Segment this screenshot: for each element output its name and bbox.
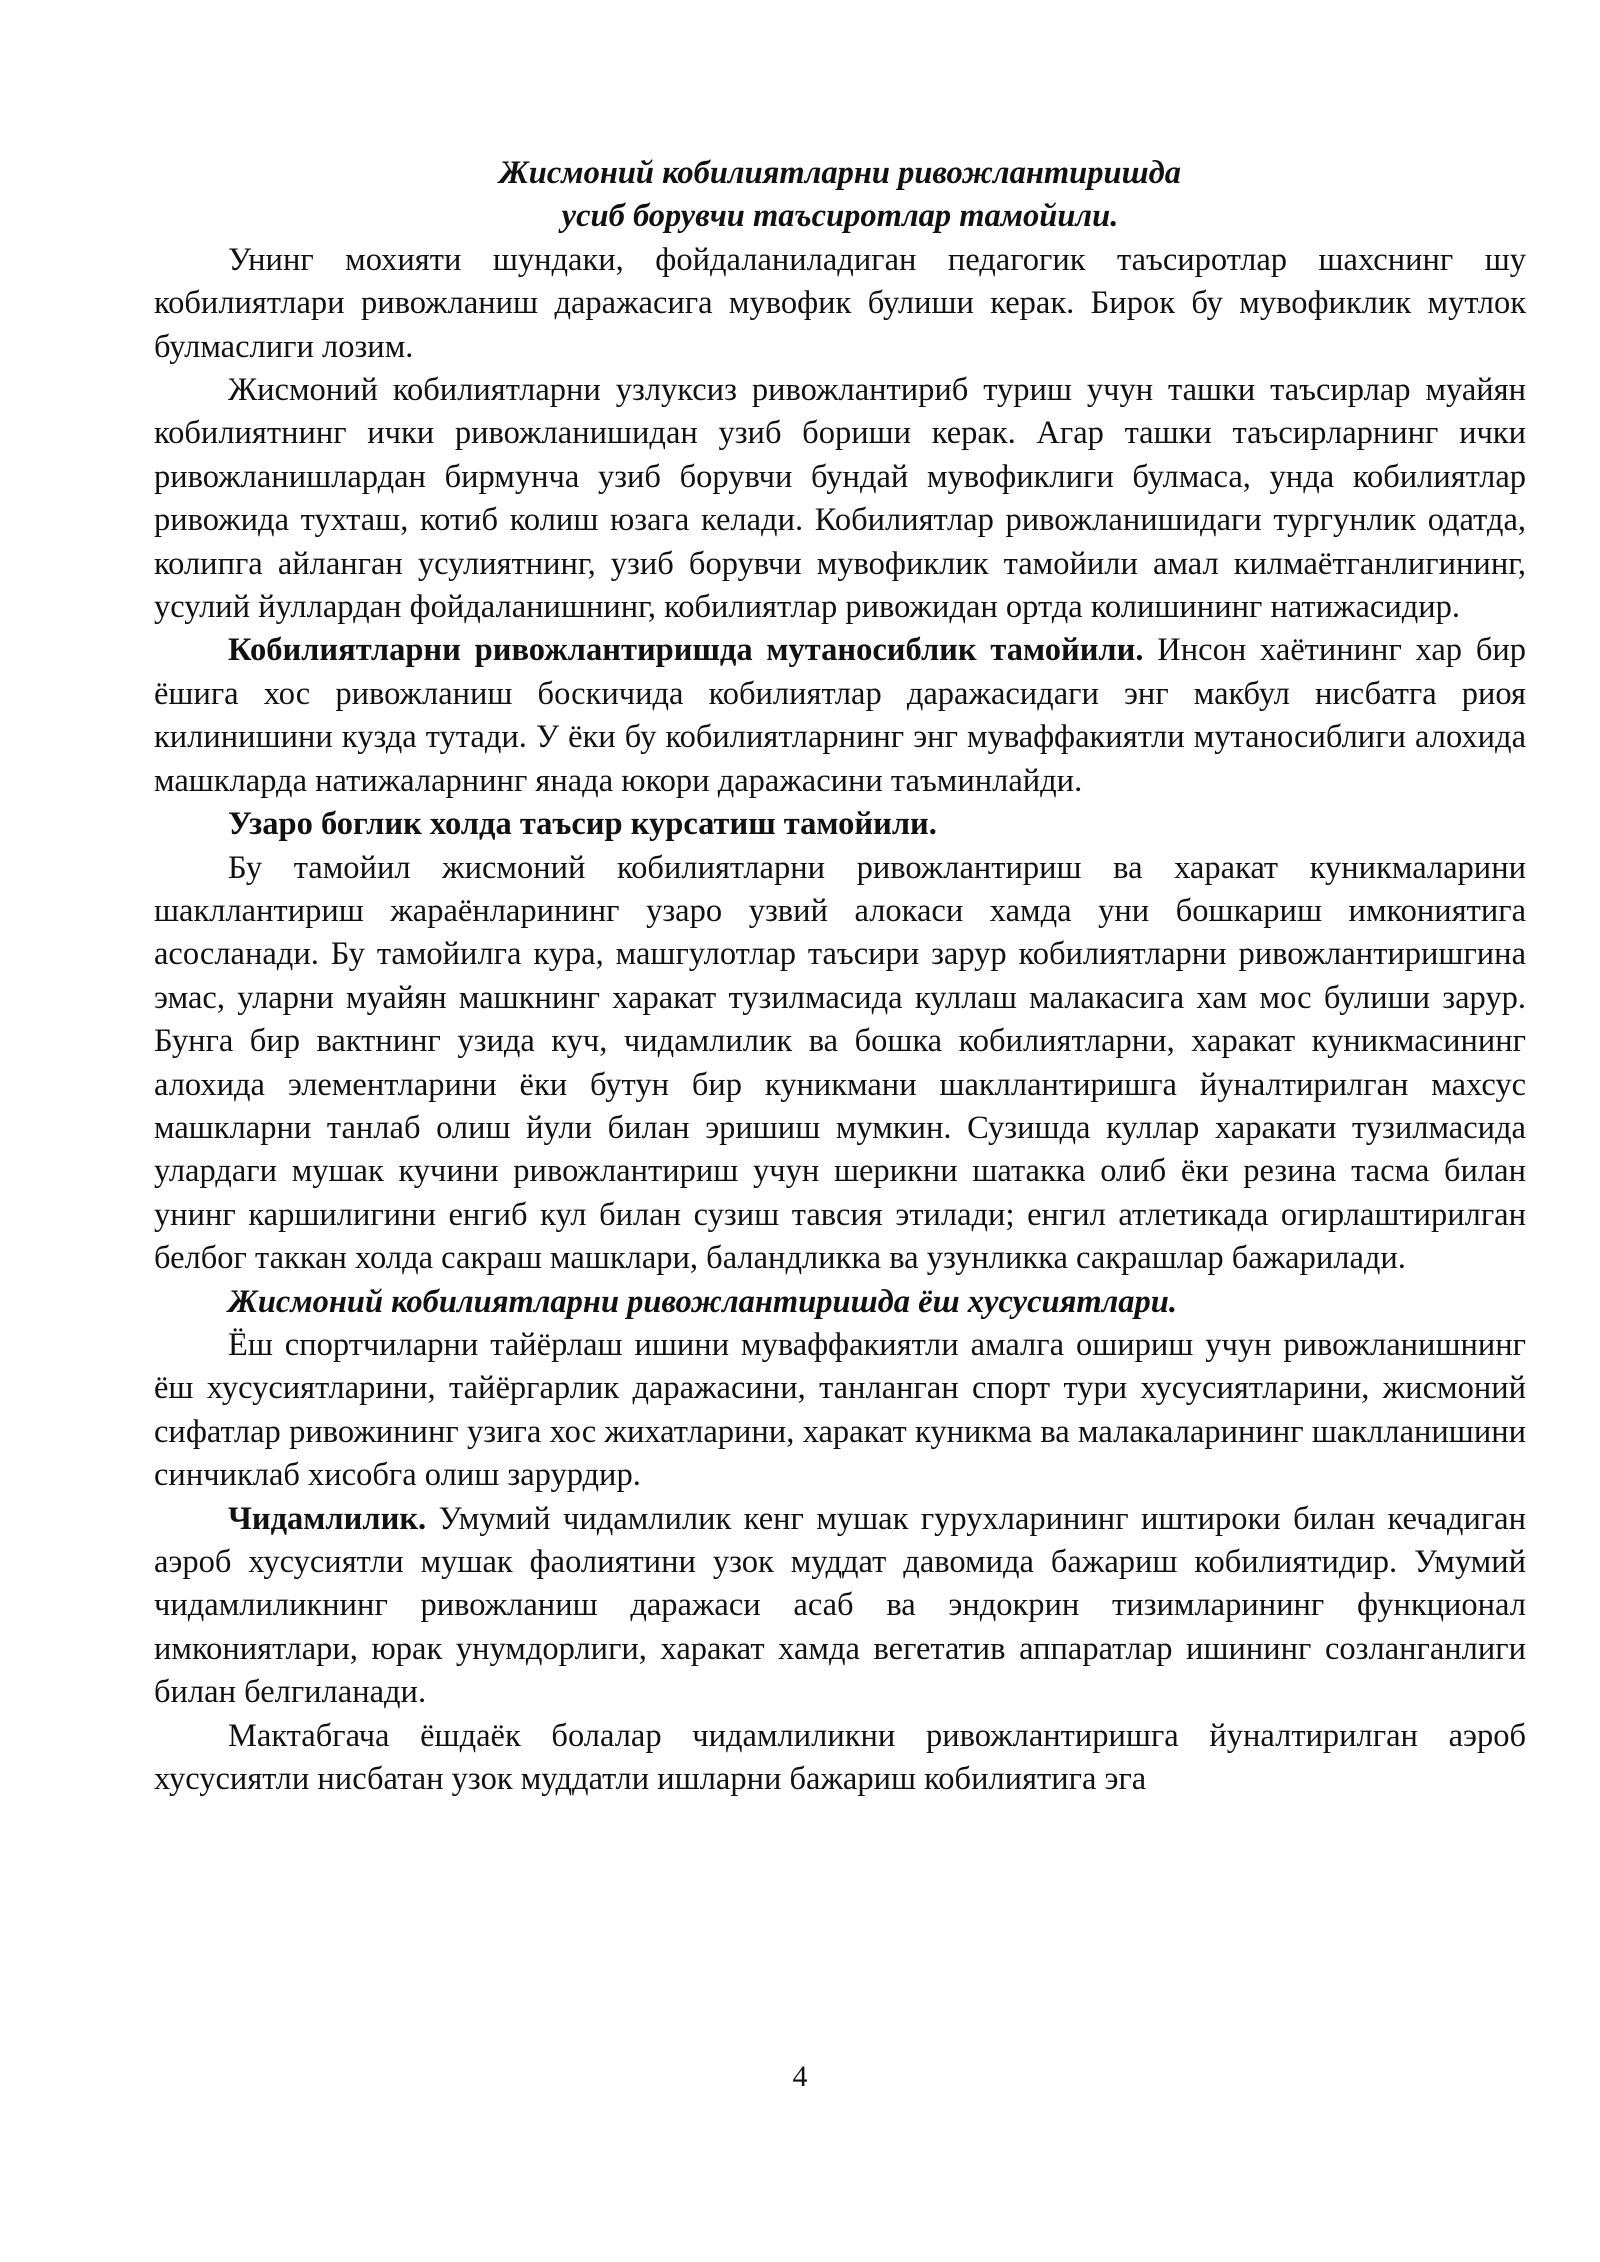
- paragraph-2: Жисмоний кобилиятларни узлуксиз ривожлантириб туриш учун ташки таъсирлар муайян кобилиятнинг ички ривожланишидан узиб бориши керак. Агар ташки таъсирларнинг ички ривожланишлардан бирмунча узиб борувчи бундай мувофиклиги булмаса, унда кобилиятлар ривожида тухташ, котиб колиш юзага келади. Кобилиятлар ривожланишидаги тургунлик одатда, колипга айланган усулиятнинг, узиб борувчи мувофиклик тамойили амал килмаётганлигининг, усулий йуллардан фойдаланишнинг, кобилиятлар ривожидан ортда колишининг натижасидир.: [154, 372, 1526, 626]
- endurance-heading: Чидамлилик.: [228, 1500, 427, 1537]
- proportionality-principle-heading: Кобилиятларни ривожлантиришда мутаносиблик тамойили.: [228, 632, 1144, 669]
- interconnected-influence-heading: Узаро боглик холда таъсир курсатиш тамойили.: [228, 806, 937, 843]
- paragraph-3: [154, 629, 1526, 803]
- paragraph-8: [154, 1498, 1526, 1715]
- section-title-line-2: усиб борувчи таъсиротлар тамойили.: [561, 198, 1119, 235]
- paragraph-1: Унинг мохияти шундаки, фойдаланиладиган педагогик таъсиротлар шахснинг шу кобилиятлари ривожланиш даражасига мувофик булиши керак. Бирок бу мувофиклик мутлок булмаслиги лозим.: [154, 241, 1526, 365]
- paragraph-5: Бу тамойил жисмоний кобилиятларни ривожлантириш ва харакат куникмаларини шакллантириш жараёнларининг узаро узвий алокаси хамда уни бошкариш имкониятига асосланади. Бу тамойилга кура, машгулотлар таъсири зарур кобилиятларни ривожлантиришгина эмас, уларни муайян машкнинг харакат тузилмасида куллаш малакасига хам мос булиши зарур. Бунга бир вактнинг узида куч, чидамлилик ва бошка кобилиятларни, харакат куникмасининг алохида элементларини ёки бутун бир куникмани шакллантиришга йуналтирилган махсус машкларни танлаб олиш йули билан эришиш мумкин. Сузишда куллар харакати тузилмасида улардаги мушак кучини ривожлантириш учун шерикни шатакка олиб ёки резина тасма билан унинг каршилигини енгиб кул билан сузиш тавсия этилади; енгил атлетикада огирлаштирилган белбог таккан холда сакраш машклари, баландликка ва узунликка сакрашлар бажарилади.: [154, 849, 1526, 1277]
- paragraph-3-text: Инсон хаётининг хар бир ёшига хос ривожланиш боскичида кобилиятлар даражасидаги энг макбул нисбатга риоя килинишини кузда тутади. У ёки бу кобилиятларнинг энг муваффакиятли мутаносиблиги алохида машкларда натижаларнинг янада юкори даражасини таъминлайди.: [154, 632, 1527, 799]
- page-number: 4: [792, 2060, 808, 2093]
- age-features-heading: Жисмоний кобилиятларни ривожлантиришда ёш хусусиятлари.: [228, 1283, 1177, 1320]
- paragraph-8-text: Умумий чидамлилик кенг мушак гурухларининг иштироки билан кечадиган аэроб хусусиятли мушак фаолиятини узок муддат давомида бажариш кобилиятидир. Умумий чидамлиликнинг ривожланиш даражаси асаб ва эндокрин тизимларининг функционал имкониятлари, юрак унумдорлиги, харакат хамда вегетатив аппаратлар ишининг созланганлиги билан белгиланади.: [154, 1500, 1526, 1711]
- section-title: [154, 152, 1526, 239]
- paragraph-7: Ёш спортчиларни тайёрлаш ишини муваффакиятли амалга ошириш учун ривожланишнинг ёш хусусиятларини, тайёргарлик даражасини, танланган спорт тури хусусиятларини, жисмоний сифатлар ривожининг узига хос жихатларини, харакат куникма ва малакаларининг шаклланишини синчиклаб хисобга олиш зарурдир.: [154, 1326, 1526, 1494]
- section-title-line-1: Жисмоний кобилиятларни ривожлантиришда: [498, 155, 1182, 191]
- page-content: [154, 152, 1526, 1801]
- paragraph-9: Мактабгача ёшдаёк болалар чидамлиликни ривожлантиришга йуналтирилган аэроб хусусиятли нисбатан узок муддатли ишларни бажариш кобилиятига эга: [154, 1717, 1526, 1798]
